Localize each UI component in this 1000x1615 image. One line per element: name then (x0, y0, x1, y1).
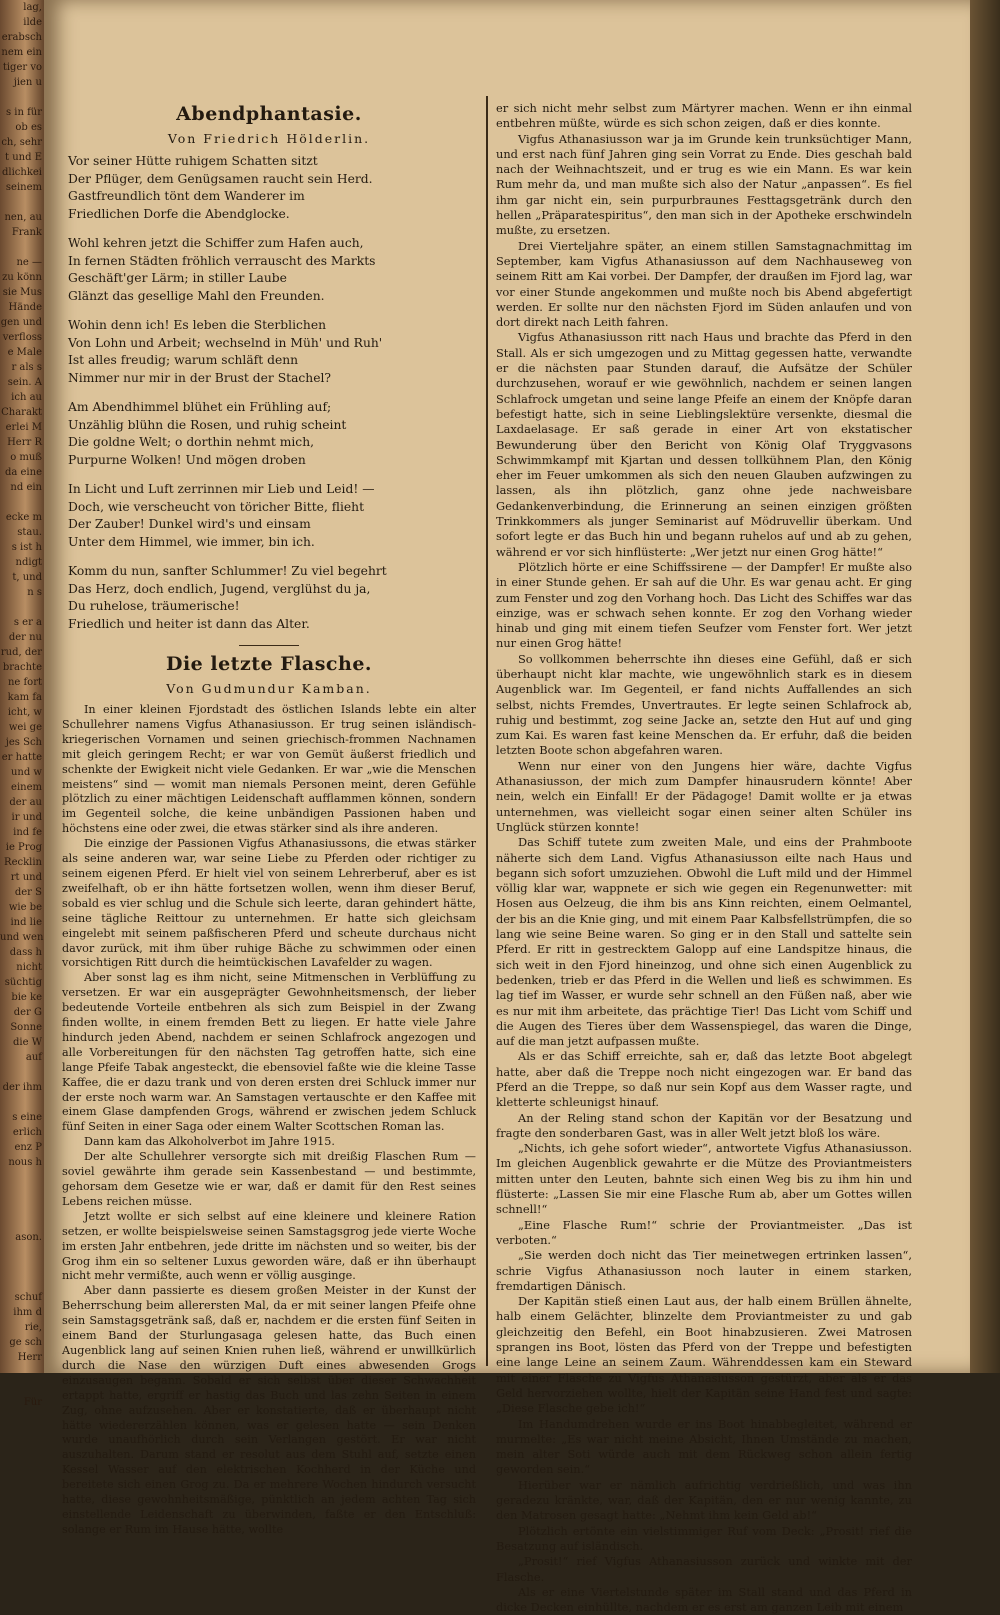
spine-text-fragment: ch, sehr (1, 137, 42, 148)
story-paragraph: Aber dann passierte es diesem großen Meister in der Kunst der Beherrschung beim allerersten Mal, da er mit seiner langen Pfeife ohne sein Samstagsgetränk saß, daß er, nachdem er die ersten fünf Seiten in einem Band der Sturlungasaga gelesen hatte, das Buch einen Augenblick lang auf seinen Knien ruhen ließ, während er unwillkürlich durch die Nase den würzigen Duft eines abwesenden Grogs einzusaugen begann. Sobald er sich selbst über dieser Schwachheit ertappt hatte, ergriff er hastig das Buch und las zehn Seiten in einem Zug, ohne aufzusehen. Aber er konstatierte, daß er überhaupt nicht hätte wiedererzählen können, was er gelesen hatte — sein Denken wurde unaufhörlich durch sein Verlangen gestört. Er war nicht auszuhalten. Darum stand er resolut aus dem Stuhl auf, setzte einen Kessel Wasser auf den elektrischen Kochherd in der Küche und bereitete sich einen Grog zu. Da er mehrere Wochen hindurch versucht hatte, diese gewohnheitsmäßige, pünktlich an jedem achten Tag sich einstellende Leidenschaft zu überwinden, faßte er den Entschluß: solange er Rum im Hause hätte, wollte (62, 1284, 476, 1536)
spine-text-fragment: ob es (15, 122, 42, 133)
poem-line: Der Zauber! Dunkel wird's und einsam (68, 517, 311, 531)
poem-line: Komm du nun, sanfter Schlummer! Zu viel begehrt (68, 564, 387, 578)
spine-text-fragment: erlei M (5, 422, 42, 433)
spine-text-fragment: ind fe (13, 827, 42, 838)
story-paragraph: Der alte Schullehrer versorgte sich mit dreißig Flaschen Rum — soviel gewährte ihm gerade sein Kassenbestand — und bestimmte, gehorsam dem Gesetze wie er war, daß er damit für den Rest seines Lebens reichen müsse. (62, 1150, 476, 1208)
story-paragraph: Die einzige der Passionen Vigfus Athanasiussons, die etwas stärker als seine anderen war, war seine Liebe zu Pferden oder richtiger zu seinem eigenen Pferd. Er hielt viel von seinem Lehrerberuf, aber es ist zweifelhaft, ob er ihn hätte fortsetzen wollen, wenn ihm dieser Beruf, sobald es vier schlug und die Schule sich leerte, daran gehindert hätte, seine tägliche Reittour zu unternehmen. Er hatte sich gleichsam eingelebt mit seinem paßfischeren Pferd und scheute durchaus nicht davor zurück, mit ihm über ruhige Bäche zu schwimmen oder einen vorsichtigen Ritt durch die heimtückischen Lavafelder zu wagen. (62, 837, 476, 970)
poem-line: Von Lohn und Arbeit; wechselnd in Müh' und Ruh' (68, 335, 383, 350)
story-paragraph: Plötzlich hörte er eine Schiffssirene — der Dampfer! Er mußte also in einer Stunde gehen. Er sah auf die Uhr. Es war genau acht. Er ging zum Fenster und zog den Vorhang hoch. Das Licht des Schiffes war das einzige, was er schwach sehen konnte. Er zog den Vorhang wieder hinab und ging mit einem tiefen Seufzer vom Fenster fort. Wer jetzt nur einen Grog hätte! (496, 559, 912, 651)
book-edge (970, 0, 1000, 1373)
spine-text-fragment: da eine (4, 467, 42, 478)
poem-line: Purpurne Wolken! Und mögen droben (68, 452, 306, 467)
spine-text-fragment: der nu (8, 632, 42, 643)
spine-text-fragment: rt und (10, 872, 42, 883)
spine-text-fragment (0, 195, 46, 210)
spine-text-fragment: auf (25, 1052, 42, 1063)
spine-text-fragment: ecke m (5, 512, 42, 523)
spine-text-fragment: rie, (24, 1322, 42, 1333)
spine-text-fragment: der au (9, 797, 42, 808)
spine-text-fragment: und w (10, 767, 42, 778)
spine-text-fragment: s er a (13, 617, 42, 628)
spine-text-fragment: ir und (11, 812, 42, 823)
poem-stanza (62, 399, 476, 469)
spine-text-fragment: ason. (15, 1232, 42, 1243)
spine-text-fragment (0, 1215, 46, 1230)
spine-text-fragment: nen, au (4, 212, 42, 223)
poem-line: In fernen Städten fröhlich verrauscht des Markts (68, 253, 376, 268)
poem-byline: Von Friedrich Hölderlin. (167, 131, 371, 146)
spine-text-fragment: ind lie (10, 917, 42, 928)
poem-line: Unzählig blühn die Rosen, und ruhig scheint (68, 417, 347, 432)
spine-text-fragment: sein. A (7, 377, 42, 388)
spine-text-fragment (0, 1170, 46, 1185)
story-paragraph: Wenn nur einer von den Jungens hier wäre, dachte Vigfus Athanasiusson, der mich zum Dampfer hinausrudern könnte! Aber nein, welch ein Einfall! Er der Pädagoge! Damit wollte er ja etwas unternehmen, was vielleicht sogar einen seiner alten Schüler ins Unglück stürzen konnte! (496, 758, 912, 834)
poem-stanza (62, 481, 476, 551)
poem-line: Das Herz, doch endlich, Jugend, verglühst du ja, (68, 581, 371, 596)
spine-text-fragment: erabsch (1, 32, 42, 43)
spine-text-fragment: kam fa (7, 692, 42, 703)
spine-text-fragment (0, 1185, 46, 1200)
spine-text-fragment: ich au (11, 392, 42, 403)
spine-text-fragment: s ist h (11, 542, 42, 553)
story-paragraph: Vigfus Athanasiusson war ja im Grunde kein trunksüchtiger Mann, und erst nach fünf Jahren ging sein Vorrat zu Ende. Dies geschah bald nach der Weihnachtszeit, und er trug es wie ein Mann. Es war kein Rum mehr da, und man mußte sich also der Natur „anpassen“. Es fiel ihm gar nicht ein, sein purpurbraunes Festtagsgetränk durch den hellen „Präparatespiritus“, den man sich in der Apotheke erschwindeln mußte, zu ersetzen. (496, 131, 912, 238)
spine-text-fragment (0, 1095, 46, 1110)
section-rule (239, 645, 299, 646)
spine-text-fragment: ge sch (9, 1337, 42, 1348)
spine-text-fragment: und wen (0, 932, 44, 943)
spine-text-fragment: dlichkei (1, 167, 42, 178)
story-paragraph: Das Schiff tutete zum zweiten Male, und eins der Prahmboote näherte sich dem Land. Vigfus Athanasiusson eilte nach Haus und begann sich sofort umzuziehen. Obwohl die Luft mild und der Himmel völlig klar war, wappnete er sich wie gegen ein Regenunwetter: mit Hosen aus Oelzeug, die ihm bis ans Kinn reichten, einem Oelmantel, der bis an die Knie ging, und mit einem Paar Kalbsfellstrümpfen, die so lang wie seine Beine waren. So ging er in den Stall und sattelte sein Pferd. Er ritt in gestrecktem Galopp auf eine Landspitze hinaus, die sich weit in den Fjord hineinzog, und ohne sich einen Augenblick zu bedenken, trieb er das Pferd in die Wellen und ließ es schwimmen. Es lag tief im Wasser, er wurde sehr schnell an den Füßen naß, aber wie es nur mit ihm arbeitete, das prächtige Tier! Das Licht vom Schiff und die Augen des Tieres über dem Wassenspiegel, das waren die Dinge, auf die man jetzt aufpassen mußte. (496, 835, 912, 1049)
spine-text-fragment: icht, w (7, 707, 42, 718)
poem-line: Friedlichen Dorfe die Abendglocke. (68, 206, 290, 221)
story-paragraph: „Prosit!“ rief Vigfus Athanasiusson zurück und winkte mit der Flasche. (496, 1554, 912, 1584)
story-paragraph: „Eine Flasche Rum!“ schrie der Proviantmeister. „Das ist verboten.“ (496, 1217, 912, 1247)
spine-text-fragment: wei ge (8, 722, 42, 733)
poem-body (62, 153, 476, 633)
poem-line: In Licht und Luft zerrinnen mir Lieb und Leid! — (68, 482, 375, 496)
spine-text-fragment: t, und (12, 572, 42, 583)
spine-text-fragment: enz P (14, 1142, 42, 1153)
spine-text-fragment (0, 1065, 46, 1080)
story-paragraph: Drei Vierteljahre später, an einem stillen Samstagnachmittag im September, kam Vigfus Athanasiusson auf dem Nachhauseweg von seinem Ritt am Kai vorbei. Der Dampfer, der draußen im Fjord lag, war vor einer Stunde angekommen und mußte noch bis Abend abgefertigt werden. Er sollte nur den nächsten Fjord im Süden anlaufen und von dort direkt nach Leith fahren. (496, 238, 912, 330)
spine-text-fragment: e Male (7, 347, 42, 358)
spine-text-fragment (0, 1200, 46, 1215)
spine-text-fragment: Frank (11, 227, 42, 238)
poem-stanza (62, 563, 476, 633)
poem-line: Der Pflüger, dem Genügsamen raucht sein Herd. (68, 171, 373, 186)
poem-line: Wohin denn ich! Es leben die Sterblichen (68, 318, 327, 332)
poem-line: Geschäft'ger Lärm; in stiller Laube (68, 271, 287, 285)
spine-text-fragment: stau. (17, 527, 42, 538)
poem-line: Nimmer nur mir in der Brust der Stachel? (68, 370, 332, 385)
spine-text-fragment: der ihm (2, 1082, 42, 1093)
spine-text-fragment: erlich (12, 1127, 42, 1138)
story-title: Die letzte Flasche. (165, 653, 373, 675)
story-text-left (62, 703, 476, 1538)
spine-text-fragment: süchtig (4, 977, 42, 988)
story-paragraph: Als er das Schiff erreichte, sah er, daß das letzte Boot abgelegt hatte, aber daß die Treppe noch nicht eingezogen war. Er band das Pferd an die Treppe, so daß nur sein Kopf aus dem Wasser ragte, und kletterte schleunigst hinauf. (496, 1049, 912, 1110)
story-byline: Von Gudmundur Kamban. (166, 681, 372, 696)
spine-text-fragment (0, 1245, 46, 1260)
spine-text-fragment: der S (14, 887, 42, 898)
spine-text-fragment: der G (13, 1007, 42, 1018)
right-column (496, 101, 912, 1615)
story-paragraph: Im Handumdrehen wurde er ins Boot hinabbegleitet, während er murmelte: „Es war nicht meine Absicht, Ihnen Umstände zu machen, mein alter Soti würde auch mit dem Rückweg schon allein fertig geworden sein.“ (496, 1416, 912, 1477)
poem-line: Gastfreundlich tönt dem Wanderer im (68, 189, 305, 203)
story-paragraph: So vollkommen beherrschte ihn dieses eine Gefühl, daß er sich überhaupt nicht klar machte, wie ungewöhnlich stark es in diesem Augenblick war. Im Gegenteil, er fand nichts Auffallendes an sich selbst, nichts Fremdes, Unvertrautes. Er legte seinen Schlafrock ab, ruhig und bestimmt, zog seine Jacke an, setzte den Hut auf und ging zum Kai. Es waren fast keine Menschen da. Er erfuhr, daß die beiden letzten Boote schon abgefahren waren. (496, 651, 912, 758)
story-paragraph: „Nichts, ich gehe sofort wieder“, antwortete Vigfus Athanasiusson. Im gleichen Augenblick gewahrte er die Mütze des Proviantmeisters mitten unter den Leuten, bahnte sich einen Weg bis zu ihm hin und flüsterte: „Lassen Sie mir eine Flasche Rum ab, aber um Gottes willen schnell!“ (496, 1141, 912, 1217)
spine-text-fragment: Für (23, 1397, 42, 1408)
spine-text-fragment: ne fort (7, 677, 42, 688)
spine-text-fragment (0, 90, 46, 105)
spine-text-fragment: Herr R (7, 437, 42, 448)
spine-text-fragment: nous h (8, 1157, 42, 1168)
spine-text-fragment: gen und (0, 317, 42, 328)
spine-text-fragment: er hatte (1, 752, 42, 763)
poem-line: Unter dem Himmel, wie immer, bin ich. (68, 534, 315, 549)
poem-line: Die goldne Welt; o dorthin nehmt mich, (68, 435, 315, 449)
spine-text-fragment: Recklin (4, 857, 42, 868)
spine-text-fragment: wie be (8, 902, 42, 913)
spine-text-fragment (0, 495, 46, 510)
spine-text-fragment: ie Prog (5, 842, 42, 853)
spine-text-fragment: brachte (2, 662, 42, 673)
spine-text-fragment (0, 1275, 46, 1290)
spine-text-fragment: s in für (5, 107, 42, 118)
spine-text-fragment: Sonne (10, 1022, 42, 1033)
story-paragraph: „Sie werden doch nicht das Tier meinetwegen ertrinken lassen“, schrie Vigfus Athanasiusson noch lauter in einem starken, fremdartigen Dänisch. (496, 1248, 912, 1293)
spine-text-fragment: rud, der (0, 647, 42, 658)
story-paragraph: An der Reling stand schon der Kapitän vor der Besatzung und fragte den sonderbaren Gast, was in aller Welt jetzt bloß los wäre. (496, 1110, 912, 1140)
spine-text-fragment (0, 240, 46, 255)
story-paragraph: Als er eine Viertelstunde später im Stall stand und das Pferd in dicke Decken einhüllte, nachdem er es erst am ganzen Leib mit einem (496, 1584, 912, 1615)
spine-text-fragment: jien u (13, 77, 42, 88)
story-paragraph: Der Kapitän stieß einen Laut aus, der halb einem Brüllen ähnelte, halb einem Gelächter, blinzelte dem Proviantmeister zu und gab gleichzeitig den Befehl, ein Boot hinabzusieren. Zwei Matrosen sprangen ins Boot, lösten das Pferd von der Treppe und befestigten eine lange Leine an seinem Zaum. Währenddessen kam ein Steward mit einer Flasche zu Vigfus Athanasiusson gestürzt, aber als er das Geld hervorziehen wollte, hielt der Kapitän seine Hand fest und sagte: „Diese Flasche gebe ich!“ (496, 1294, 912, 1416)
poem-line: Am Abendhimmel blühet ein Frühling auf; (68, 400, 332, 414)
story-paragraph: Plötzlich ertönte ein vielstimmiger Ruf vom Deck: „Prosit! rief die Besatzung auf isländisch. (496, 1523, 912, 1553)
story-paragraph: er sich nicht mehr selbst zum Märtyrer machen. Wenn er ihn einmal entbehren müßte, würde es sich schon zeigen, daß er dies konnte. (496, 101, 912, 131)
story-paragraph: In einer kleinen Fjordstadt des östlichen Islands lebte ein alter Schullehrer namens Vigfus Athanasiusson. Er trug seinen isländisch-kriegerischen Vornamen und seinen griechisch-frommen Nachnamen mit gleich geringem Recht; er war von Gemüt äußerst friedlich und schenkte der Ewigkeit nicht viele Gedanken. Er war „wie die Menschen meistens“ sind — womit man niemals Personen meint, deren Gefühle plötzlich zu einer mächtigen Leidenschaft aufflammen können, sondern im Gegenteil solche, die keine unbändigen Passionen haben und höchstens eine oder zwei, die etwas stärker sind als ihre anderen. (62, 703, 476, 836)
spine-text-fragment: nd ein (10, 482, 42, 493)
spine-text-fragment: verfloss (2, 332, 42, 343)
poem-line: Du ruhelose, träumerische! (68, 599, 240, 613)
adjacent-page-spine (0, 0, 46, 1408)
spine-text-fragment: bie ke (11, 992, 42, 1003)
story-paragraph: Vigfus Athanasiusson ritt nach Haus und brachte das Pferd in den Stall. Als er sich umgezogen und zu Mittag gegessen hatte, verwandte er die nächsten paar Stunden darauf, die Aufsätze der Schüler durchzusehen, worauf er wie gewöhnlich, nachdem er seinen langen Schlafrock umgetan und seine lange Pfeife an einem der Knöpfe daran befestigt hatte, sich in seine Lieblingslektüre versenkte, diesmal die Laxdaelasage. Er saß gerade in einer Art von ekstatischer Bewunderung über den Bericht von König Olaf Tryggvasons Schwimmkampf mit Kjartan und dessen tollkühnem Plan, den König eher im Feuer umkommen als sich den neuen Glauben aufzwingen zu lassen, als ihn plötzlich, ganz ohne jede nachweisbare Gedankenverbindung, die Erinnerung an seinen einzigen größten Trinkkommers als junger Seminarist auf Mödruvellir überkam. Und sofort legte er das Buch hin und begann ruhelos auf und ab zu gehen, während er vor sich hinflüsterte: „Wer jetzt nur einen Grog hätte!“ (496, 330, 912, 559)
spine-text-fragment (0, 1380, 46, 1395)
spine-text-fragment: dass h (9, 947, 42, 958)
story-text-right (496, 101, 912, 1615)
spine-text-fragment: t und E (5, 152, 42, 163)
spine-text-fragment: ihm d (13, 1307, 42, 1318)
spine-text-fragment: Herr (17, 1352, 42, 1363)
spine-text-fragment: r als s (11, 362, 42, 373)
spine-text-fragment: die W (13, 1037, 42, 1048)
spine-text-fragment: Hände (8, 302, 42, 313)
spine-text-fragment: o muß (10, 452, 42, 463)
spine-text-fragment: schuf (14, 1292, 42, 1303)
story-paragraph: Hierüber war er nämlich aufrichtig verdrießlich, und was ihn geradezu kränkte, war, daß der Kapitän, den er nur wenig kannte, zu den Matrosen gesagt hatte: „Nehmt ihm kein Geld ab!“ (496, 1477, 912, 1523)
spine-text-fragment: s eine (12, 1112, 42, 1123)
poem-line: Friedlich und heiter ist dann das Alter. (68, 616, 310, 631)
poem-line: Vor seiner Hütte ruhigem Schatten sitzt (68, 154, 318, 168)
poem-stanza (62, 235, 476, 305)
spine-text-fragment: nem ein (1, 47, 42, 58)
spine-text-fragment: einem (11, 782, 42, 793)
spine-text-fragment: lag, (23, 2, 42, 13)
spine-text-fragment: jes Sch (5, 737, 42, 748)
column-divider (486, 96, 488, 1366)
poem-stanza (62, 153, 476, 223)
spine-text-fragment: ne — (16, 257, 42, 268)
poem-line: Wohl kehren jetzt die Schiffer zum Hafen auch, (68, 236, 364, 250)
story-paragraph: Aber sonst lag es ihm nicht, seine Mitmenschen in Verblüffung zu versetzen. Er war ein ausgeprägter Gewohnheitsmensch, der lieber bedeutende Vorteile entbehren als sich zum Beispiel in der Zwang finden wollte, in einem fremden Bett zu liegen. Er hatte viele Jahre hindurch jeden Abend, nachdem er seinen Schlafrock angezogen und alle Vorbereitungen für den nächsten Tag getroffen hatte, sich eine lange Pfeife Tabak angesteckt, die ebensoviel faßte wie die kleine Tasse Kaffee, die er dazu trank und von deren ersten drei Schluck immer nur der erste noch warm war. An Samstagen vertauschte er den Kaffee mit einem Glase dampfenden Grogs, während er zwischen jedem Schluck fünf Seiten in einer Saga oder einem Walter Scottschen Roman las. (62, 971, 476, 1134)
poem-title: Abendphantasie. (176, 103, 362, 125)
spine-text-fragment: Charakt (1, 407, 42, 418)
story-paragraph: Dann kam das Alkoholverbot im Jahre 1915. (84, 1135, 335, 1149)
story-paragraph: Jetzt wollte er sich selbst auf eine kleinere und kleinere Ration setzen, er wollte beispielsweise seinen Samstagsgrog jede vierte Woche im ersten Jahr entbehren, jede dritte im nächsten und so weiter, bis der Grog ihm ein so seltener Luxus geworden wäre, daß er ihn überhaupt nicht mehr vermißte, auch wenn er völlig ausginge. (62, 1209, 476, 1283)
poem-stanza (62, 317, 476, 387)
spine-text-fragment: sie Mus (2, 287, 42, 298)
poem-line: Doch, wie verscheucht von töricher Bitte, flieht (68, 499, 365, 514)
spine-text-fragment (0, 1365, 46, 1380)
spine-text-fragment: n s (27, 587, 42, 598)
spine-text-fragment: tiger vo (2, 62, 42, 73)
left-column (62, 100, 476, 1536)
spine-text-fragment: zu könn (2, 272, 42, 283)
poem-line: Ist alles freudig; warum schläft denn (68, 353, 299, 367)
spine-text-fragment (0, 600, 46, 615)
spine-text-fragment: ilde (23, 17, 42, 28)
spine-text-fragment: ndigt (15, 557, 42, 568)
poem-line: Glänzt das gesellige Mahl den Freunden. (68, 288, 325, 303)
newspaper-page (44, 0, 970, 1615)
spine-text-fragment (0, 1260, 46, 1275)
spine-text-fragment: nicht (16, 962, 42, 973)
spine-text-fragment: seinem (5, 182, 42, 193)
